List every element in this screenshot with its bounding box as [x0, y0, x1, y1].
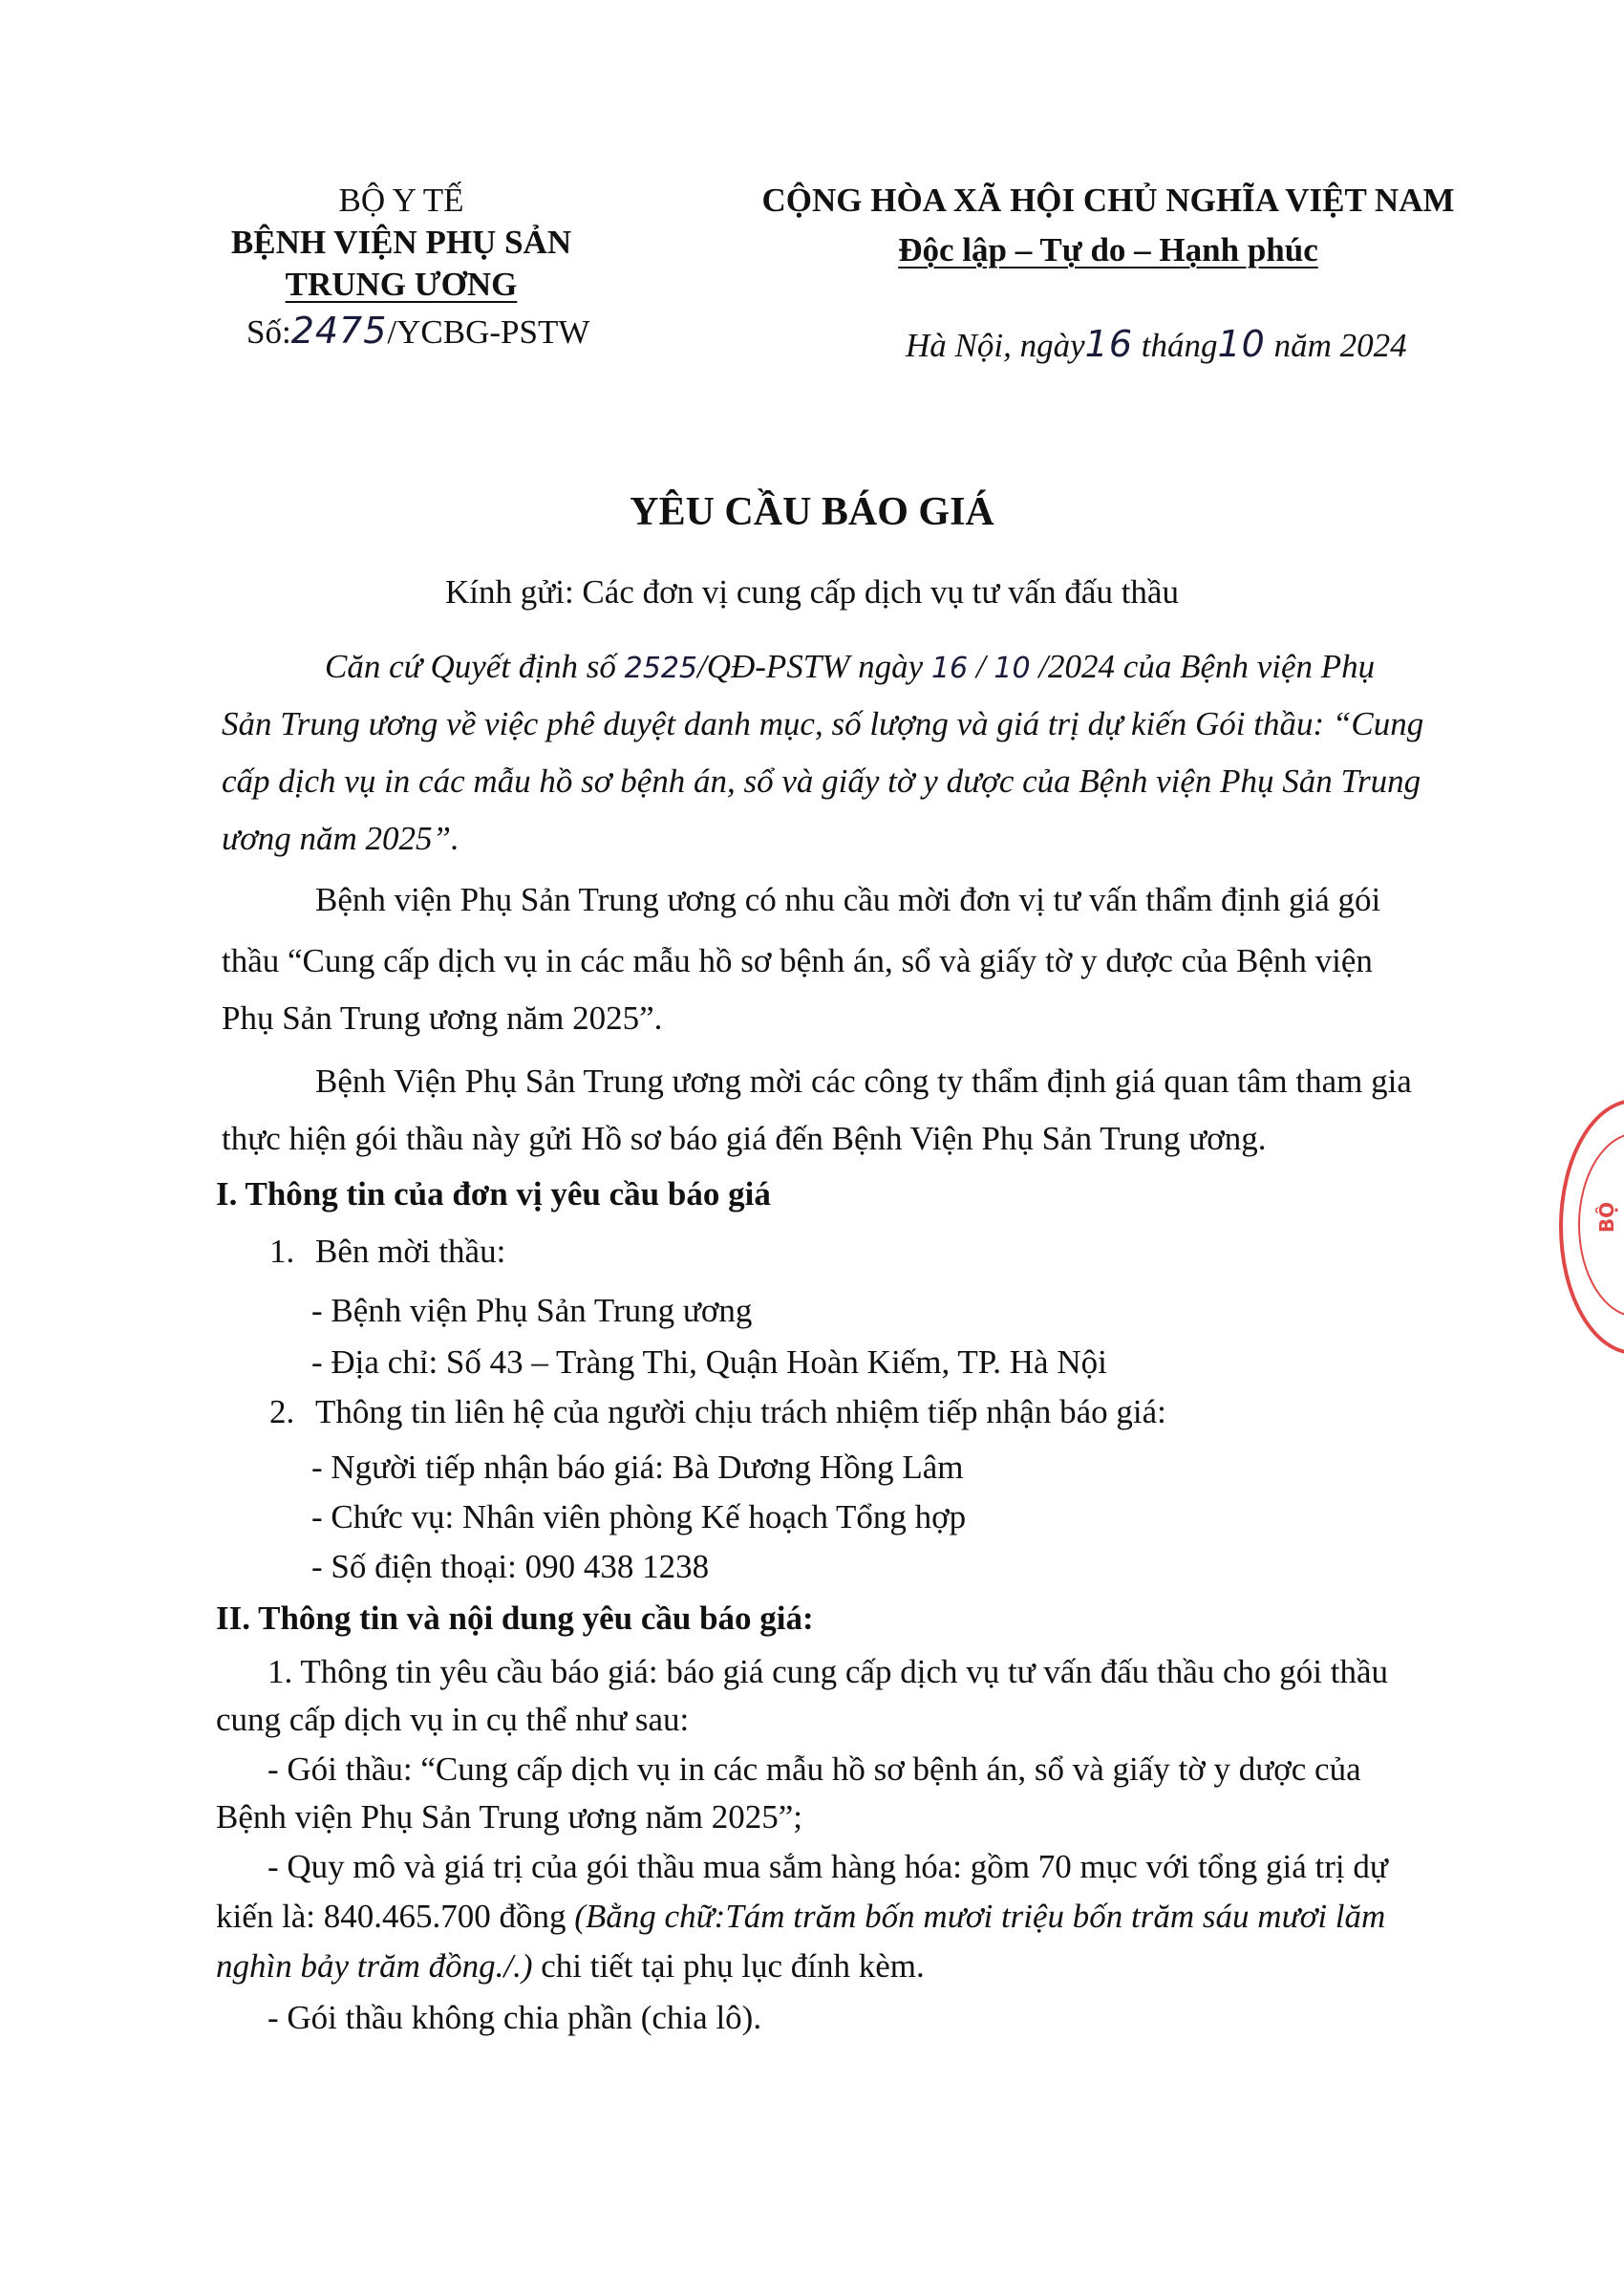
hospital-name-line1: BỆNH VIỆN PHỤ SẢN: [230, 224, 572, 261]
date-place: Hà Nội, ngày: [906, 327, 1085, 364]
section2-no-lots: - Gói thầu không chia phần (chia lô).: [267, 1999, 762, 2036]
official-seal-text: BỘ: [1595, 1201, 1619, 1234]
recipient-line: Kính gửi: Các đơn vị cung cấp dịch vụ tư vấn đấu thầu: [445, 573, 1179, 611]
decision-number-handwritten: 2525: [624, 652, 697, 685]
total-value-in-words-b: nghìn bảy trăm đồng./.): [216, 1947, 533, 1985]
section2-package-line-2: Bệnh viện Phụ Sản Trung ương năm 2025”;: [216, 1798, 803, 1836]
document-date: [906, 323, 1407, 367]
section1-item1-number: 1.: [269, 1233, 295, 1270]
basis-line-3: cấp dịch vụ in các mẫu hồ sơ bệnh án, sổ và giấy tờ y dược của Bệnh viện Phụ Sản Trung: [222, 762, 1421, 800]
date-month-handwritten: 10: [1217, 323, 1266, 365]
date-year: năm 2024: [1273, 327, 1407, 364]
ministry-name: BỘ Y TẾ: [338, 182, 464, 219]
date-month-word: tháng: [1141, 327, 1218, 364]
date-day-handwritten: 16: [1084, 323, 1133, 365]
section2-p1-line-1: 1. Thông tin yêu cầu báo giá: báo giá cung cấp dịch vụ tư vấn đấu thầu cho gói thầu: [267, 1653, 1389, 1690]
basis-text-b: /QĐ-PSTW ngày: [697, 648, 924, 685]
bidder-address: - Địa chỉ: Số 43 – Tràng Thi, Quận Hoàn Kiếm, TP. Hà Nội: [311, 1343, 1107, 1381]
decision-day-handwritten: 16: [930, 652, 969, 685]
document-number-handwritten: 2475: [290, 310, 388, 352]
section1-item2-number: 2.: [269, 1393, 295, 1430]
para2-line-1: Bệnh Viện Phụ Sản Trung ương mời các công ty thẩm định giá quan tâm tham gia: [315, 1063, 1412, 1100]
basis-text-a: Căn cứ Quyết định số: [325, 648, 616, 685]
contact-position: - Chức vụ: Nhân viên phòng Kế hoạch Tổng hợp: [311, 1498, 967, 1535]
decision-month-handwritten: 10: [994, 652, 1031, 685]
para2-line-2: thực hiện gói thầu này gửi Hồ sơ báo giá đến Bệnh Viện Phụ Sản Trung ương.: [222, 1120, 1267, 1157]
section2-package-line-1: - Gói thầu: “Cung cấp dịch vụ in các mẫu hồ sơ bệnh án, sổ và giấy tờ y dược của: [267, 1750, 1361, 1788]
republic-title: CỘNG HÒA XÃ HỘI CHỦ NGHĨA VIỆT NAM: [761, 182, 1455, 219]
section1-item2-label: Thông tin liên hệ của người chịu trách nhiệm tiếp nhận báo giá:: [315, 1393, 1166, 1430]
section2-scale-line-3: [216, 1945, 925, 1987]
national-motto: Độc lập – Tự do – Hạnh phúc: [898, 231, 1318, 268]
section2-scale-line-1: - Quy mô và giá trị của gói thầu mua sắm hàng hóa: gồm 70 mục với tổng giá trị dự: [267, 1848, 1388, 1885]
basis-line-4: ương năm 2025”.: [222, 820, 459, 857]
section1-item1-label: Bên mời thầu:: [315, 1233, 506, 1270]
total-value-in-words-a: (Bằng chữ:Tám trăm bốn mươi triệu bốn trăm sáu mươi lăm: [574, 1898, 1386, 1935]
document-title: YÊU CẦU BÁO GIÁ: [630, 490, 994, 534]
hospital-name-line2: TRUNG ƯƠNG: [285, 266, 518, 303]
bidder-name: - Bệnh viện Phụ Sản Trung ương: [311, 1292, 753, 1329]
appendix-note: chi tiết tại phụ lục đính kèm.: [541, 1947, 925, 1985]
section1-heading: I. Thông tin của đơn vị yêu cầu báo giá: [216, 1175, 771, 1213]
para1-line-3: Phụ Sản Trung ương năm 2025”.: [222, 999, 663, 1037]
para1-line-2: thầu “Cung cấp dịch vụ in các mẫu hồ sơ bệnh án, sổ và giấy tờ y dược của Bệnh viện: [222, 942, 1373, 979]
document-number-prefix: Số:: [246, 313, 291, 351]
para1-line-1: Bệnh viện Phụ Sản Trung ương có nhu cầu mời đơn vị tư vấn thẩm định giá gói: [315, 881, 1381, 918]
contact-person: - Người tiếp nhận báo giá: Bà Dương Hồng Lâm: [311, 1449, 964, 1486]
basis-line-2: Sản Trung ương về việc phê duyệt danh mục, số lượng và giá trị dự kiến Gói thầu: “Cung: [222, 705, 1424, 742]
contact-phone: - Số điện thoại: 090 438 1238: [311, 1548, 710, 1585]
basis-text-c: /2024 của Bệnh viện Phụ: [1038, 648, 1376, 685]
basis-slash: /: [975, 648, 986, 685]
document-number: [246, 310, 589, 354]
section2-scale-line-2: [216, 1896, 1385, 1938]
document-number-suffix: /YCBG-PSTW: [387, 313, 590, 351]
section2-p1-line-2: cung cấp dịch vụ in cụ thể như sau:: [216, 1701, 690, 1738]
section2-heading: II. Thông tin và nội dung yêu cầu báo giá:: [216, 1600, 814, 1637]
basis-line-1: [325, 646, 1375, 690]
total-value: kiến là: 840.465.700 đồng: [216, 1898, 566, 1935]
